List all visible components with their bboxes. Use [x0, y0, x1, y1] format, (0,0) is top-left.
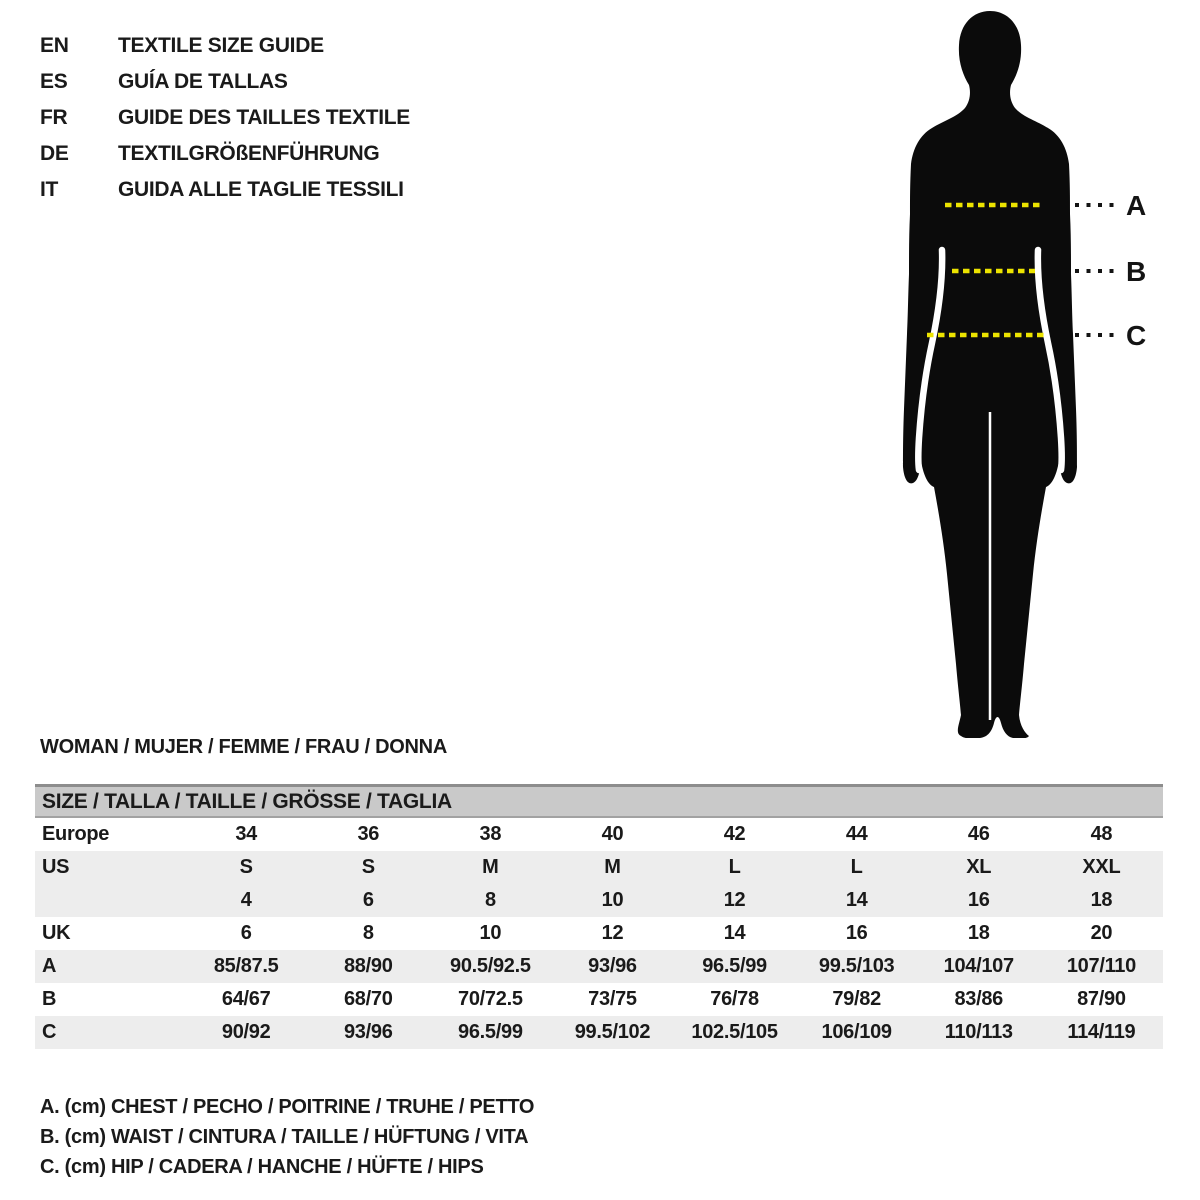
size-cell: 114/119: [1040, 1016, 1163, 1049]
table-row: [35, 818, 1163, 851]
table-row: [35, 1016, 1163, 1049]
size-cell: L: [674, 851, 796, 884]
language-code: EN: [40, 34, 69, 57]
row-label: UK: [42, 922, 71, 944]
size-cell: 88/90: [307, 950, 429, 983]
legend-line: C. (cm) HIP / CADERA / HANCHE / HÜFTE / HIPS: [40, 1156, 484, 1178]
size-cell: M: [429, 851, 551, 884]
size-cell: 36: [357, 823, 380, 845]
size-cell: L: [796, 851, 918, 884]
size-cell: 99.5/103: [796, 950, 918, 983]
size-cell: S: [307, 851, 429, 884]
size-cell: 16: [845, 922, 868, 944]
size-cell: 90/92: [185, 1016, 307, 1049]
language-title: GUIDE DES TAILLES TEXTILE: [118, 106, 410, 129]
size-cell: 18: [1040, 884, 1163, 917]
size-table-body: [35, 818, 1163, 1049]
marker-label-a: A: [1126, 190, 1147, 221]
language-title: TEXTILGRÖßENFÜHRUNG: [118, 142, 380, 165]
size-cell: S: [185, 851, 307, 884]
size-cell: 90.5/92.5: [429, 950, 551, 983]
row-label: C: [35, 1016, 185, 1049]
size-cell: 96.5/99: [674, 950, 796, 983]
language-title: GUÍA DE TALLAS: [118, 70, 288, 93]
measurement-legend: [40, 1092, 534, 1182]
legend-line: A. (cm) CHEST / PECHO / POITRINE / TRUHE / PETTO: [40, 1096, 535, 1118]
size-cell: 14: [796, 884, 918, 917]
size-cell: 10: [551, 884, 673, 917]
size-cell: 107/110: [1040, 950, 1163, 983]
size-conversion-table: [35, 818, 1163, 1049]
size-cell: 93/96: [551, 950, 673, 983]
language-code: IT: [40, 178, 59, 201]
size-cell: 8: [362, 922, 374, 944]
language-title: TEXTILE SIZE GUIDE: [118, 34, 324, 57]
size-cell: 79/82: [832, 988, 881, 1010]
size-table: [35, 784, 1163, 1049]
section-title: WOMAN / MUJER / FEMME / FRAU / DONNA: [40, 736, 447, 758]
size-cell: 83/86: [954, 988, 1004, 1010]
table-row: [35, 917, 1163, 950]
size-cell: 104/107: [918, 950, 1040, 983]
legend-line: B. (cm) WAIST / CINTURA / TAILLE / HÜFTUNG / VITA: [40, 1126, 529, 1148]
size-cell: 40: [601, 823, 624, 845]
table-row: [35, 851, 1163, 884]
size-cell: 16: [918, 884, 1040, 917]
size-cell: 6: [307, 884, 429, 917]
size-cell: M: [551, 851, 673, 884]
size-cell: 96.5/99: [429, 1016, 551, 1049]
size-cell: 64/67: [221, 988, 271, 1010]
size-cell: 10: [479, 922, 502, 944]
marker-label-b: B: [1126, 256, 1147, 287]
size-cell: 73/75: [588, 988, 637, 1010]
size-cell: 20: [1090, 922, 1113, 944]
table-row: [35, 983, 1163, 1016]
size-cell: 12: [601, 922, 624, 944]
size-cell: XXL: [1040, 851, 1163, 884]
size-cell: 93/96: [307, 1016, 429, 1049]
size-table-header: SIZE / TALLA / TAILLE / GRÖSSE / TAGLIA: [35, 784, 1163, 818]
size-cell: 6: [240, 922, 252, 944]
marker-label-c: C: [1126, 320, 1147, 351]
language-row: [40, 28, 410, 64]
size-cell: 44: [845, 823, 868, 845]
size-cell: 85/87.5: [185, 950, 307, 983]
language-list: [40, 28, 410, 208]
size-cell: 48: [1090, 823, 1113, 845]
table-row: [35, 950, 1163, 983]
size-cell: 102.5/105: [674, 1016, 796, 1049]
woman-silhouette-graphic: [880, 8, 1200, 738]
size-cell: XL: [918, 851, 1040, 884]
size-cell: 68/70: [343, 988, 393, 1010]
size-cell: 110/113: [918, 1016, 1040, 1049]
language-row: [40, 100, 410, 136]
size-cell: 4: [185, 884, 307, 917]
language-title: GUIDA ALLE TAGLIE TESSILI: [118, 178, 404, 201]
size-cell: 70/72.5: [458, 988, 523, 1010]
size-cell: 87/90: [1077, 988, 1126, 1010]
size-cell: 34: [235, 823, 257, 845]
language-row: [40, 136, 410, 172]
size-cell: 76/78: [710, 988, 759, 1010]
size-cell: 46: [967, 823, 990, 845]
row-label: US: [35, 851, 185, 884]
size-cell: 14: [723, 922, 746, 944]
size-cell: 12: [674, 884, 796, 917]
size-cell: 106/109: [796, 1016, 918, 1049]
row-label: Europe: [42, 823, 110, 845]
language-code: FR: [40, 106, 68, 129]
table-row: [35, 884, 1163, 917]
row-label: [35, 884, 185, 917]
measurement-figure: [880, 8, 1200, 738]
language-row: [40, 64, 410, 100]
language-code: DE: [40, 142, 69, 165]
size-cell: 38: [479, 823, 502, 845]
row-label: A: [35, 950, 185, 983]
row-label: B: [42, 988, 57, 1010]
size-cell: 99.5/102: [551, 1016, 673, 1049]
language-row: [40, 172, 410, 208]
language-code: ES: [40, 70, 68, 93]
size-cell: 8: [429, 884, 551, 917]
size-cell: 42: [723, 823, 746, 845]
size-cell: 18: [967, 922, 990, 944]
